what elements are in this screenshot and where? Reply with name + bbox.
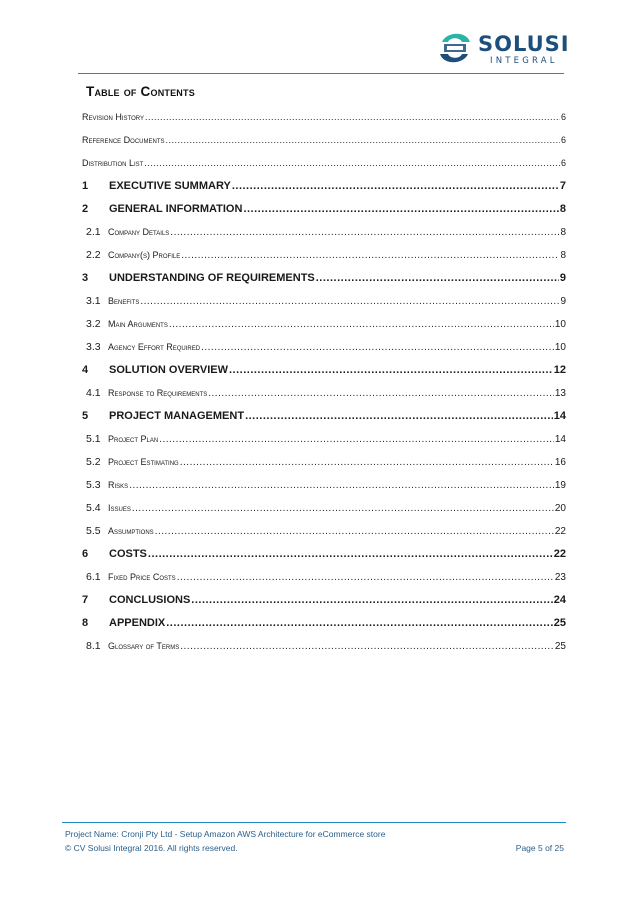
toc-entry-page: 8: [560, 250, 566, 261]
toc-dot-leader: [145, 106, 560, 129]
toc-entry-title: Risks: [108, 480, 129, 490]
footer-divider: [62, 822, 566, 823]
logo-swirl-icon: [436, 30, 474, 66]
toc-entry-number: 5.1: [86, 433, 101, 445]
toc-dot-leader: [170, 221, 559, 244]
toc-entry-number: 4.1: [86, 387, 101, 399]
toc-entry-page: 22: [554, 526, 566, 537]
toc-entry[interactable]: [82, 635, 566, 658]
toc-entry[interactable]: [82, 313, 566, 336]
toc-entry-title: Fixed Price Costs: [108, 572, 176, 582]
toc-entry-page: 19: [554, 480, 566, 491]
toc-dot-leader: [245, 405, 553, 428]
toc-entry-number: 2: [82, 203, 89, 215]
toc-entry-number: 7: [82, 594, 89, 606]
toc-entry-number: 5.4: [86, 502, 101, 514]
toc-entry-page: 8: [560, 227, 566, 238]
toc-dot-leader: [229, 359, 553, 382]
toc-entry[interactable]: [82, 543, 566, 566]
toc-dot-leader: [148, 543, 553, 566]
toc-entry-page: 22: [553, 548, 566, 560]
toc-entry[interactable]: [82, 175, 566, 198]
toc-dot-leader: [169, 313, 554, 336]
toc-entry-number: 8: [82, 617, 89, 629]
toc-dot-leader: [129, 474, 554, 497]
toc-entry-number: 3.3: [86, 341, 101, 353]
toc-entry[interactable]: [82, 520, 566, 543]
toc-entry-title: Main Arguments: [108, 319, 168, 329]
logo-wordmark: SOLUSI: [478, 32, 570, 56]
toc-entry[interactable]: [82, 244, 566, 267]
toc-dot-leader: [180, 635, 554, 658]
logo-subtitle: INTEGRAL: [490, 56, 558, 66]
toc-entry-title: APPENDIX: [109, 617, 166, 629]
toc-entry[interactable]: [82, 359, 566, 382]
toc-entry-title: Company(s) Profile: [108, 250, 181, 260]
toc-entry-title: Benefits: [108, 296, 140, 306]
toc-entry-page: 6: [560, 135, 566, 145]
toc-dot-leader: [159, 428, 554, 451]
toc-entry-title: Issues: [108, 503, 131, 513]
toc-entry-title: Project Plan: [108, 434, 159, 444]
toc-entry[interactable]: [82, 566, 566, 589]
toc-entry[interactable]: [82, 106, 566, 129]
toc-entry-page: 12: [553, 364, 566, 376]
toc-entry-number: 4: [82, 364, 89, 376]
toc-entry-title: Assumptions: [108, 526, 154, 536]
toc-entry[interactable]: [82, 221, 566, 244]
toc-entry-number: 2.2: [86, 249, 101, 261]
toc-entry-title: Revision History: [82, 112, 144, 122]
toc-entry[interactable]: [82, 451, 566, 474]
footer-copyright: © CV Solusi Integral 2016. All rights reserved.: [65, 843, 238, 853]
toc-entry[interactable]: [82, 428, 566, 451]
toc-entry-number: 5.3: [86, 479, 101, 491]
toc-entry[interactable]: [82, 497, 566, 520]
toc-entry-title: COSTS: [109, 548, 147, 560]
footer-page-number: Page 5 of 25: [515, 843, 564, 853]
toc-entry-title: Response to Requirements: [108, 388, 208, 398]
toc-dot-leader: [177, 566, 554, 589]
company-logo: [436, 26, 570, 70]
toc-entry-title: Glossary of Terms: [108, 641, 180, 651]
toc-entry[interactable]: [82, 129, 566, 152]
toc-entry-number: 8.1: [86, 640, 101, 652]
toc-entry[interactable]: [82, 336, 566, 359]
toc-entry[interactable]: [82, 589, 566, 612]
toc-dot-leader: [181, 244, 559, 267]
toc-dot-leader: [232, 175, 559, 198]
toc-entry-title: UNDERSTANDING OF REQUIREMENTS: [109, 272, 315, 284]
toc-entry[interactable]: [82, 382, 566, 405]
toc-entry[interactable]: [82, 267, 566, 290]
toc-entry-title: SOLUTION OVERVIEW: [109, 364, 228, 376]
toc-dot-leader: [180, 451, 554, 474]
toc-entry-page: 8: [559, 203, 566, 215]
toc-entry[interactable]: [82, 152, 566, 175]
toc-entry-page: 6: [560, 112, 566, 122]
toc-entry-number: 6: [82, 548, 89, 560]
toc-entry-title: Reference Documents: [82, 135, 165, 145]
toc-entry-page: 24: [553, 594, 566, 606]
toc-entry-title: Distribution List: [82, 158, 144, 168]
toc-entry[interactable]: [82, 290, 566, 313]
toc-entry-page: 9: [560, 296, 566, 307]
toc-dot-leader: [144, 152, 560, 175]
toc-dot-leader: [201, 336, 554, 359]
toc-entry[interactable]: [82, 198, 566, 221]
toc-entry-page: 16: [554, 457, 566, 468]
toc-entry-page: 25: [554, 641, 566, 652]
toc-heading: Table of Contents: [86, 84, 195, 99]
toc-dot-leader: [166, 129, 560, 152]
toc-entry-title: Company Details: [108, 227, 170, 237]
toc-entry-number: 2.1: [86, 226, 101, 238]
toc-entry-title: EXECUTIVE SUMMARY: [109, 180, 231, 192]
toc-entry-page: 23: [554, 572, 566, 583]
toc-entry-title: Agency Effort Required: [108, 342, 201, 352]
toc-entry-title: Project Estimating: [108, 457, 179, 467]
toc-entry-number: 5.5: [86, 525, 101, 537]
toc-entry-number: 3.2: [86, 318, 101, 330]
toc-entry-page: 6: [560, 158, 566, 168]
toc-entry[interactable]: [82, 474, 566, 497]
toc-entry-number: 3.1: [86, 295, 101, 307]
toc-dot-leader: [140, 290, 559, 313]
toc-entry-page: 14: [553, 410, 566, 422]
toc-entry-page: 10: [554, 342, 566, 353]
footer-project-name: Project Name: Cronji Pty Ltd - Setup Amazon AWS Architecture for eCommerce store: [65, 829, 386, 839]
toc-entry-page: 7: [559, 180, 566, 192]
table-of-contents: [82, 106, 566, 658]
toc-entry-page: 25: [553, 617, 566, 629]
toc-entry-page: 13: [554, 388, 566, 399]
toc-dot-leader: [132, 497, 554, 520]
toc-entry-title: CONCLUSIONS: [109, 594, 191, 606]
toc-entry-page: 14: [554, 434, 566, 445]
toc-entry-number: 5.2: [86, 456, 101, 468]
toc-entry-page: 10: [554, 319, 566, 330]
toc-entry-number: 6.1: [86, 571, 101, 583]
toc-entry[interactable]: [82, 405, 566, 428]
header-divider: [78, 73, 564, 74]
toc-dot-leader: [243, 198, 558, 221]
toc-dot-leader: [208, 382, 554, 405]
toc-entry-title: PROJECT MANAGEMENT: [109, 410, 245, 422]
toc-entry[interactable]: [82, 612, 566, 635]
toc-dot-leader: [191, 589, 552, 612]
toc-entry-number: 1: [82, 180, 89, 192]
toc-dot-leader: [155, 520, 554, 543]
toc-dot-leader: [316, 267, 559, 290]
toc-entry-number: 3: [82, 272, 89, 284]
toc-entry-number: 5: [82, 410, 89, 422]
toc-entry-page: 9: [559, 272, 566, 284]
toc-dot-leader: [166, 612, 553, 635]
toc-entry-title: GENERAL INFORMATION: [109, 203, 243, 215]
toc-entry-page: 20: [554, 503, 566, 514]
